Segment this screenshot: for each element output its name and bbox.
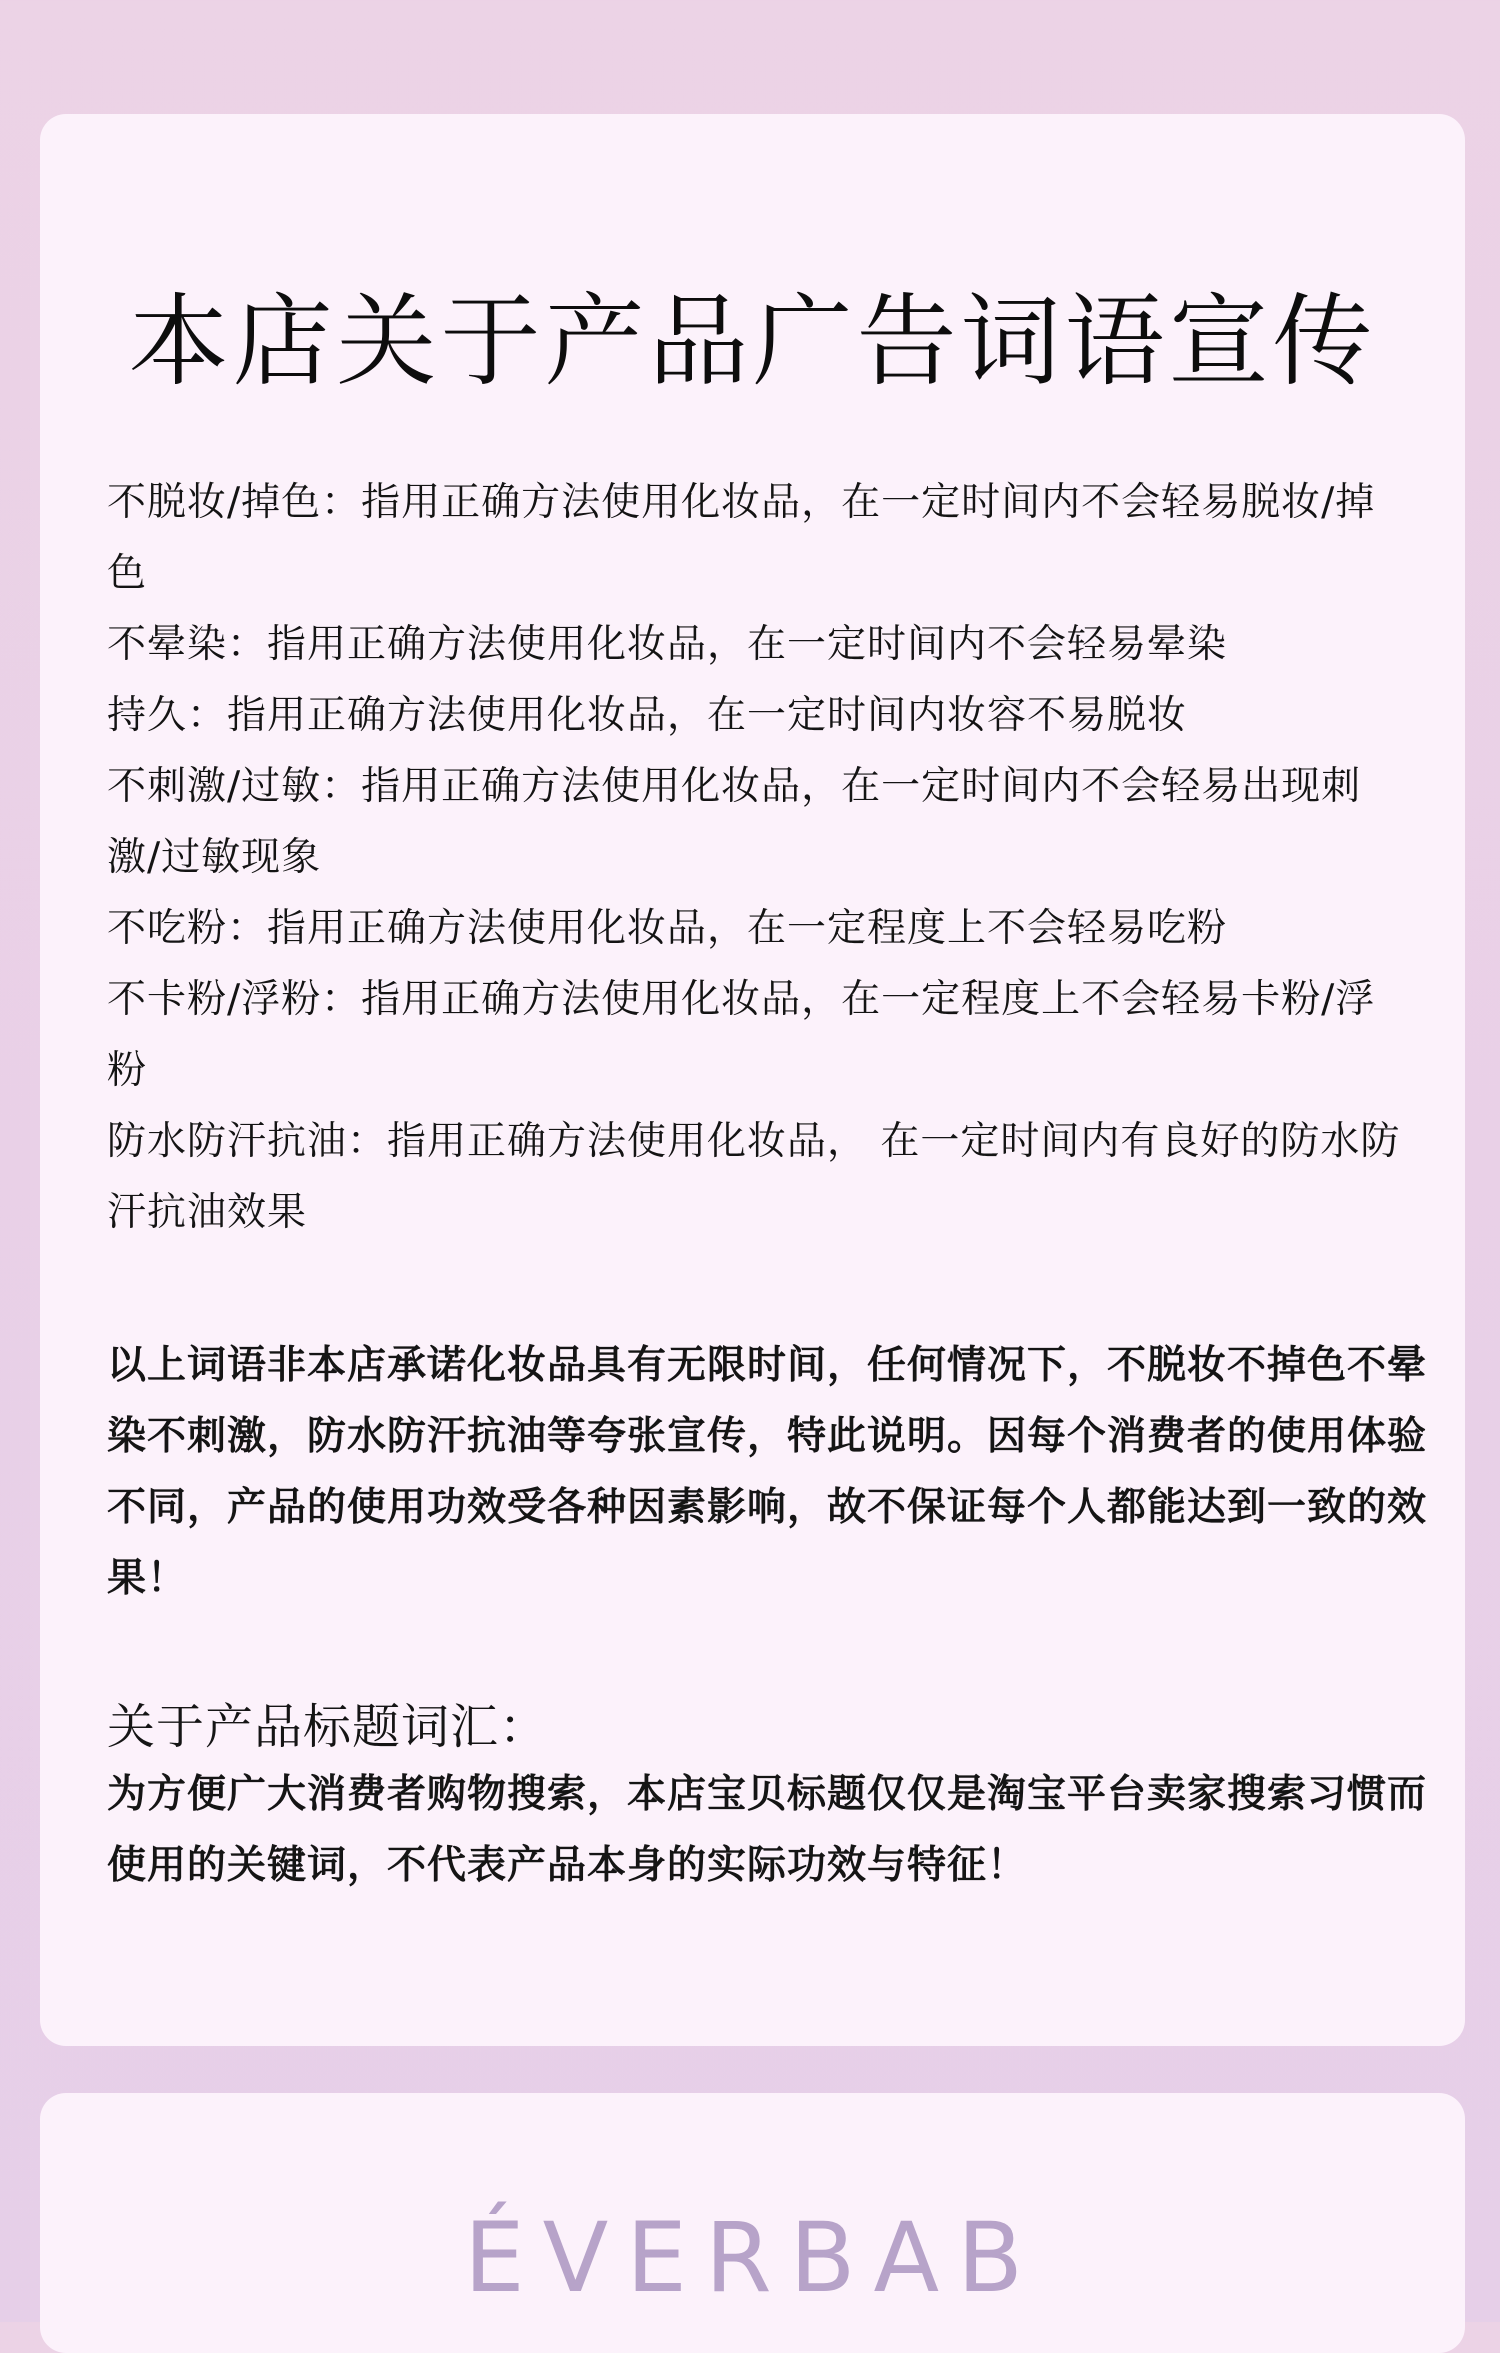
brand-card (40, 2093, 1465, 2353)
definition-item: 不脱妆/掉色：指用正确方法使用化妆品，在一定时间内不会轻易脱妆/掉色 (107, 480, 1376, 596)
definition-item: 防水防汗抗油：指用正确方法使用化妆品， 在一定时间内有良好的防水防汗抗油效果 (107, 1119, 1401, 1235)
disclaimer-notice: 以上词语非本店承诺化妆品具有无限时间，任何情况下，不脱妆不掉色不晕染不刺激，防水防汗抗油等夸张宣传，特此说明。因每个消费者的使用体验不同，产品的使用功效受各种因素影响，故不保证每个人都能达到一致的效果！ (107, 1343, 1428, 1601)
definition-item: 持久：指用正确方法使用化妆品，在一定时间内妆容不易脱妆 (107, 693, 1188, 738)
definition-item: 不刺激/过敏：指用正确方法使用化妆品，在一定时间内不会轻易出现刺激/过敏现象 (107, 764, 1362, 880)
definition-item: 不吃粉：指用正确方法使用化妆品，在一定程度上不会轻易吃粉 (107, 906, 1228, 951)
definition-item: 不卡粉/浮粉：指用正确方法使用化妆品，在一定程度上不会轻易卡粉/浮粉 (107, 977, 1376, 1093)
page-title: 本店关于产品广告词语宣传 (128, 283, 1377, 400)
definition-list (107, 467, 1407, 1248)
brand-logo: ÉVERBAB (463, 2202, 1042, 2314)
keywords-text: 为方便广大消费者购物搜索，本店宝贝标题仅仅是淘宝平台卖家搜索习惯而使用的关键词，不代表产品本身的实际功效与特征！ (107, 1772, 1428, 1888)
keywords-heading: 关于产品标题词汇： (107, 1699, 549, 1755)
definition-item: 不晕染：指用正确方法使用化妆品，在一定时间内不会轻易晕染 (107, 622, 1228, 667)
disclaimer-card (40, 114, 1465, 2046)
